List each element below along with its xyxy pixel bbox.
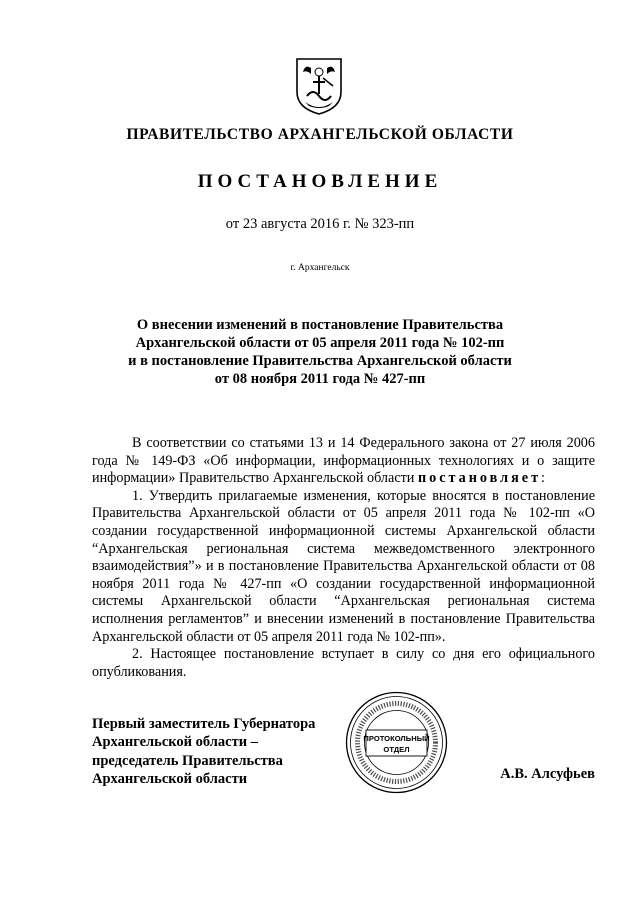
title-line: О внесении изменений в постановление Правительства xyxy=(136,317,504,333)
signer-position-line: Архангельской области xyxy=(92,770,248,787)
document-type: ПОСТАНОВЛЕНИЕ xyxy=(197,171,443,192)
preamble-text: В соответствии со статьями 13 и 14 Федерального закона от 27 июля 2006 года № 149-ФЗ «Об информации, информационных технологиях и о защите информации» Правительство Архангельской области xyxy=(92,435,595,487)
document-body xyxy=(92,435,595,681)
body-paragraph-item-1: 1. Утвердить прилагаемые изменения, которые вносятся в постановление Правительства Архангельской области от 05 апреля 2011 года № 102-пп «О создании государственной информационной системы Архангельской области “Архангельская региональная система межведомственного электронного взаимодействия”» и в постановление Правительства Архангельской области от 08 ноября 2011 года № 427-пп «О создании государственной информационной системы Архангельской области “Архангельская региональная система исполнения регламентов” и внесении изменений в постановление Правительства Архангельской области от 05 апреля 2011 года № 102-пп». xyxy=(92,487,595,645)
signer-name: А.В. Алсуфьев xyxy=(500,766,595,782)
document-title xyxy=(0,316,640,388)
signer-position xyxy=(92,715,315,788)
decree-word: постановляет xyxy=(417,470,542,487)
signer-position-line: председатель Правительства xyxy=(92,752,283,769)
organization-name: ПРАВИТЕЛЬСТВО АРХАНГЕЛЬСКОЙ ОБЛАСТИ xyxy=(126,126,514,143)
title-line: и в постановление Правительства Архангельской области xyxy=(128,353,512,369)
coat-of-arms-icon xyxy=(293,56,345,116)
round-stamp-icon xyxy=(344,690,449,795)
title-line: от 08 ноября 2011 года № 427-пп xyxy=(214,371,426,387)
preamble-end: : xyxy=(541,470,545,487)
body-paragraph-preamble xyxy=(92,435,595,488)
signer-position-line: Первый заместитель Губернатора xyxy=(92,716,316,732)
document-city: г. Архангельск xyxy=(290,263,350,273)
signer-position-line: Архангельской области – xyxy=(92,734,258,751)
stamp-text-line2: ОТДЕЛ xyxy=(383,745,410,754)
stamp-text-line1: ПРОТОКОЛЬНЫЙ xyxy=(363,734,430,743)
document-date: от 23 августа 2016 г. № 323-пп xyxy=(225,216,415,232)
title-line: Архангельской области от 05 апреля 2011 года № 102-пп xyxy=(135,335,505,351)
body-paragraph-item-2: 2. Настоящее постановление вступает в силу со дня его официального опубликования. xyxy=(92,646,595,680)
